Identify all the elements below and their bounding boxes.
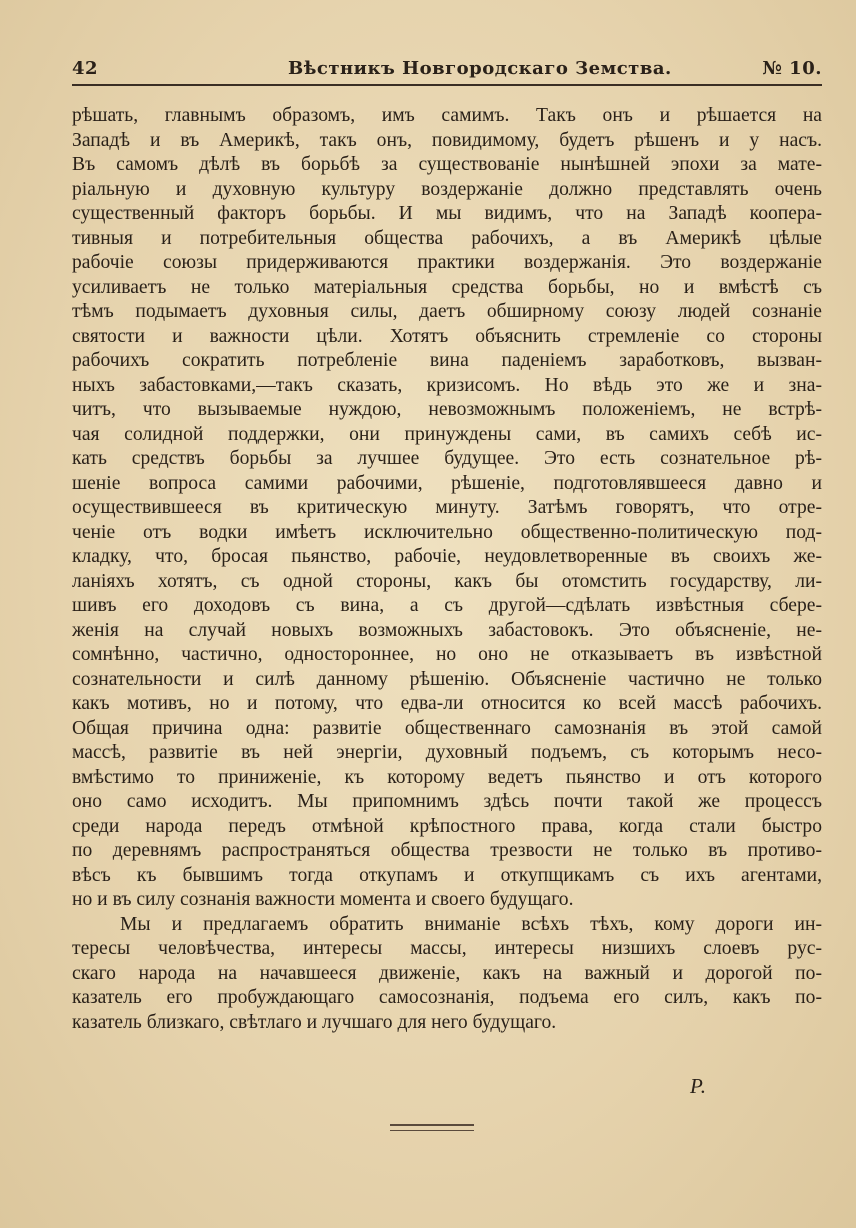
text-line: тивныя и потребительныя общества рабочихъ, а въ Америкѣ цѣлые [72, 227, 822, 249]
text-line: ныхъ забастовками,—такъ сказать, кризисомъ. Но вѣдь это же и зна- [72, 374, 822, 396]
text-line: массѣ, развитіе въ ней энергіи, духовный подъемъ, съ которымъ несо- [72, 742, 822, 763]
text-line: кладку, что, бросая пьянство, рабочіе, неудовлетворенные въ своихъ же- [72, 546, 822, 567]
text-line: чая солидной поддержки, они принуждены сами, въ самихъ себѣ ис- [72, 423, 822, 445]
text-line: какъ мотивъ, но и потому, что едва-ли относится ко всей массѣ рабочихъ. [72, 693, 822, 714]
text-line: вмѣстимо то приниженіе, къ которому ведетъ пьянство и отъ которого [72, 766, 822, 788]
text-line: сомнѣнно, частично, одностороннее, но оно не отказываетъ въ извѣстной [72, 644, 822, 665]
text-line: тѣмъ подымаетъ духовныя силы, даетъ обширному союзу людей сознаніе [72, 301, 822, 322]
text-line: шивъ его доходовъ съ вина, а съ другой—сдѣлать извѣстныя сбере- [72, 595, 822, 616]
paragraph-1 [72, 104, 822, 913]
text-line: женія на случай новыхъ возможныхъ забастовокъ. Это объясненіе, не- [72, 619, 822, 641]
text-line: но и въ силу сознанія важности момента и своего будущаго. [72, 889, 574, 910]
text-line: шеніе вопроса самими рабочими, рѣшеніе, подготовлявшееся давно и [72, 472, 822, 494]
text-line: Въ самомъ дѣлѣ въ борьбѣ за существованіе нынѣшней эпохи за мате- [72, 154, 822, 175]
text-line: кать средствъ борьбы за лучшее будущее. Это есть сознательное рѣ- [72, 448, 822, 469]
section-divider [390, 1124, 474, 1131]
issue-number: № 10. [762, 58, 822, 79]
text-line: рабочіе союзы придерживаются практики воздержанія. Это воздержаніе [72, 252, 822, 273]
paragraph-2 [72, 913, 822, 1036]
text-line: казатель его пробуждающаго самосознанія, подъема его силъ, какъ по- [72, 987, 822, 1008]
page-number: 42 [72, 58, 99, 79]
running-header [72, 54, 822, 86]
text-line: по деревнямъ распространяться общества трезвости не только въ противо- [72, 840, 822, 861]
text-line: Западѣ и въ Америкѣ, такъ онъ, повидимому, будетъ рѣшенъ и у насъ. [72, 129, 822, 151]
text-line: Общая причина одна: развитіе общественнаго самознанія въ этой самой [72, 717, 822, 739]
text-line: скаго народа на начавшееся движеніе, какъ на важный и дорогой по- [72, 962, 822, 984]
text-line: сознательности и силѣ данному рѣшенію. Объясненіе частично не только [72, 668, 822, 690]
text-line: оно само исходитъ. Мы припомнимъ здѣсь почти такой же процессъ [72, 791, 822, 812]
author-signature: Р. [690, 1074, 706, 1098]
text-line: казатель близкаго, свѣтлаго и лучшаго для него будущаго. [72, 1011, 557, 1033]
text-line: святости и важности цѣли. Хотятъ объяснить стремленіе со стороны [72, 325, 822, 347]
text-line: ланіяхъ хотятъ, съ одной стороны, какъ бы отомстить государству, ли- [72, 570, 822, 592]
text-line: читъ, что вызываемые нуждою, невозможнымъ положеніемъ, не встрѣ- [72, 399, 822, 420]
text-line: рѣшать, главнымъ образомъ, имъ самимъ. Такъ онъ и рѣшается на [72, 105, 822, 126]
text-line: ріальную и духовную культуру воздержаніе должно представлять очень [72, 178, 822, 200]
text-line: вѣсъ къ бывшимъ тогда откупамъ и откупщикамъ съ ихъ агентами, [72, 864, 822, 886]
text-line: среди народа передъ отмѣной крѣпостного права, когда стали быстро [72, 815, 822, 837]
text-line: рабочихъ сократить потребленіе вина паденіемъ заработковъ, вызван- [72, 350, 822, 371]
journal-title: Вѣстникъ Новгородскаго Земства. [288, 58, 672, 79]
text-line: осуществившееся въ критическую минуту. Затѣмъ говорятъ, что отре- [72, 497, 822, 518]
text-line: ченіе отъ водки имѣетъ исключительно общественно-политическую под- [72, 521, 822, 543]
text-line: усиливаетъ не только матеріальныя средства борьбы, но и вмѣстѣ съ [72, 276, 822, 298]
article-body [72, 104, 822, 1035]
text-line: существенный факторъ борьбы. И мы видимъ, что на Западѣ коопера- [72, 203, 822, 224]
text-line: Мы и предлагаемъ обратить вниманіе всѣхъ тѣхъ, кому дороги ин- [120, 913, 822, 935]
text-line: тересы человѣчества, интересы массы, интересы низшихъ слоевъ рус- [72, 938, 822, 959]
